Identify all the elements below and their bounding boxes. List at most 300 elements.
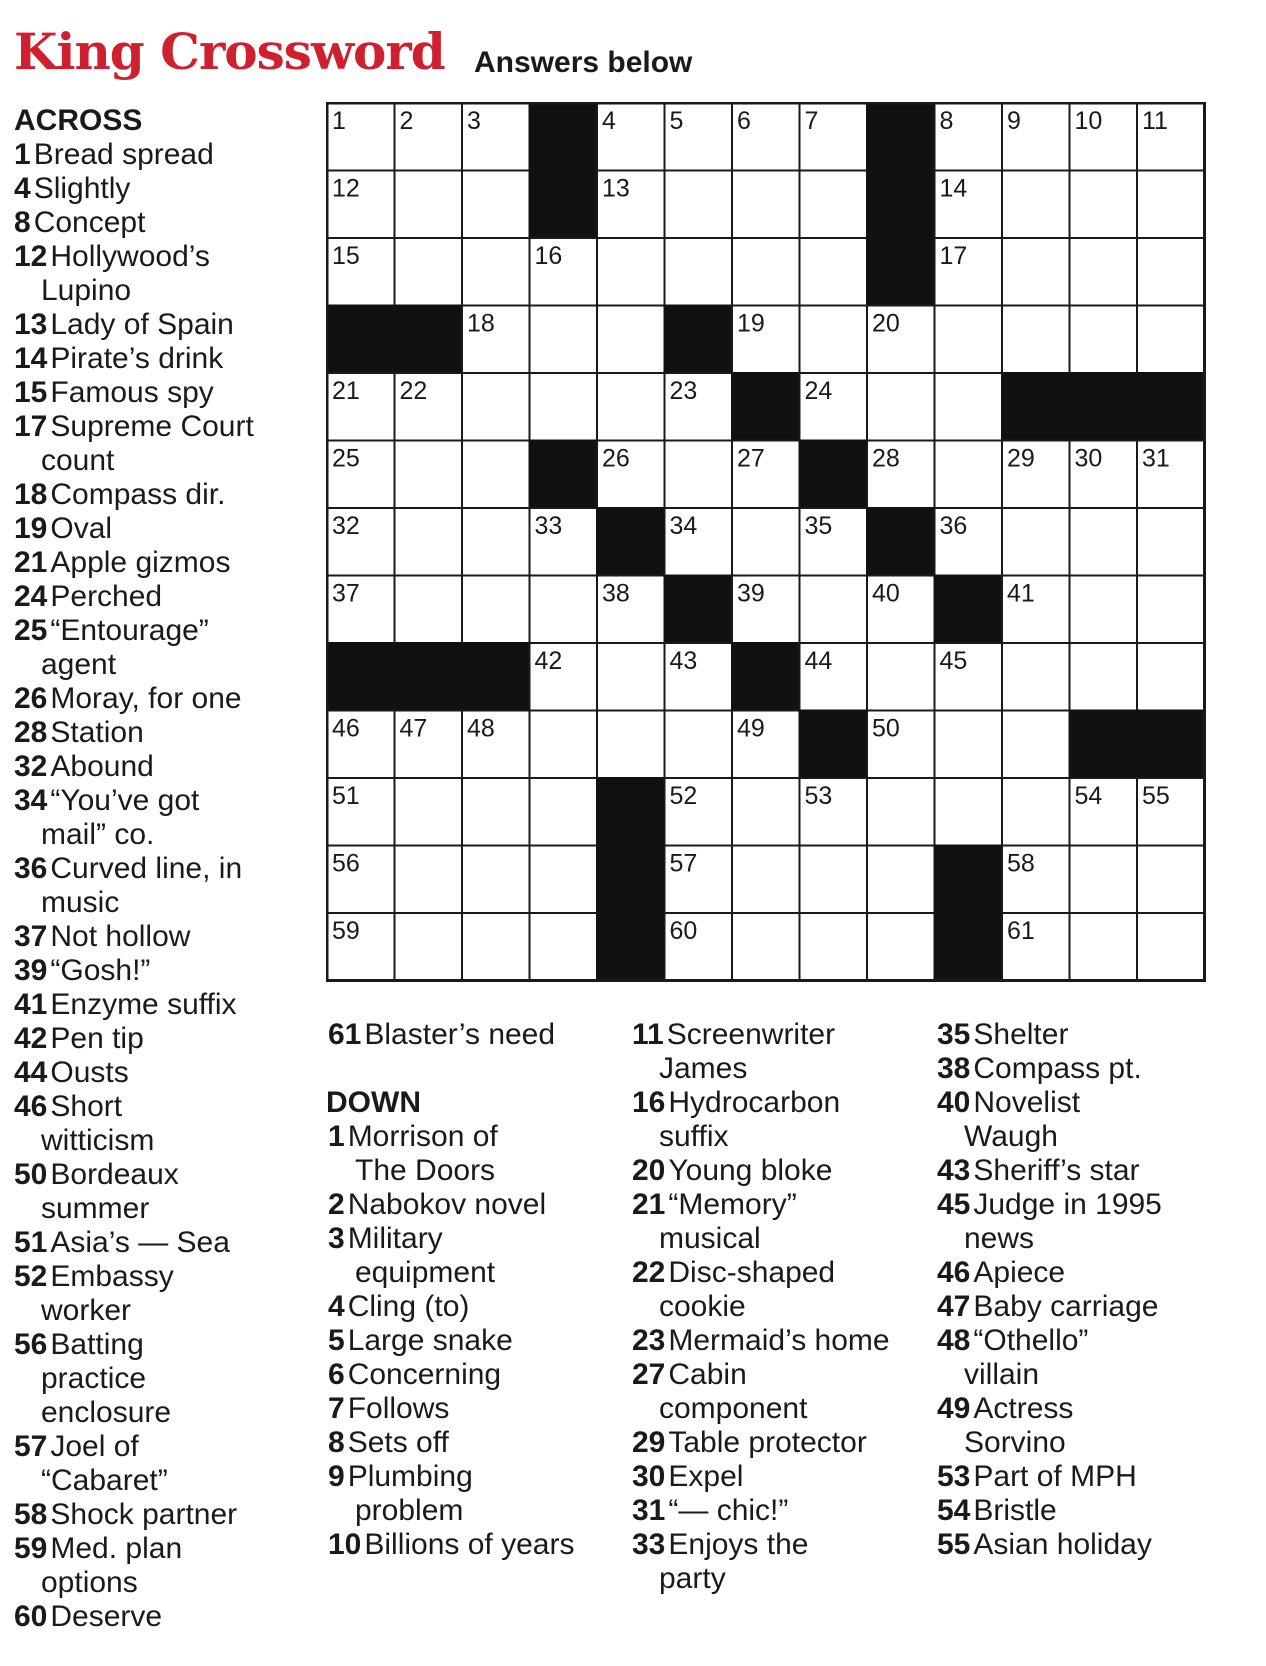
grid-cell[interactable] (395, 441, 463, 509)
grid-cell[interactable] (462, 913, 530, 981)
clue-number: 4 (328, 1290, 345, 1323)
across-clue-36 (14, 852, 304, 920)
clue-number: 24 (14, 580, 48, 613)
clue-number: 10 (328, 1528, 362, 1561)
across-clue-19 (14, 512, 304, 546)
cell-number: 52 (669, 782, 698, 810)
across-clue-32 (14, 750, 304, 784)
across-clue-59 (14, 1532, 304, 1600)
clue-text: Oval (50, 512, 113, 545)
across-clue-4 (14, 172, 304, 206)
clue-text: Actress (973, 1392, 1074, 1425)
down-clue-20 (632, 1154, 937, 1188)
clue-number: 57 (14, 1430, 48, 1463)
cell-number: 21 (332, 377, 360, 405)
grid-block (462, 643, 530, 711)
grid-cell[interactable] (1070, 913, 1138, 981)
cell-number: 16 (534, 242, 563, 270)
clue-text: party (659, 1562, 726, 1595)
grid-cell[interactable] (597, 306, 665, 374)
down-clue-23 (632, 1324, 937, 1358)
clue-text: Expel (668, 1460, 744, 1493)
clue-text: Sorvino (964, 1426, 1066, 1459)
clue-number: 7 (328, 1392, 345, 1425)
clue-number: 16 (632, 1086, 666, 1119)
clue-text: practice (41, 1362, 147, 1395)
clue-text: Abound (50, 750, 154, 783)
grid-block (395, 306, 463, 374)
grid-cell[interactable] (1070, 238, 1138, 306)
down-clue-21 (632, 1188, 937, 1256)
cell-number: 39 (737, 579, 765, 608)
across-clue-18 (14, 478, 304, 512)
answers-note: Answers below (474, 46, 693, 79)
clue-number: 4 (14, 172, 31, 205)
grid-cell[interactable] (665, 441, 733, 509)
clue-number: 19 (14, 512, 48, 545)
clue-number: 51 (14, 1226, 48, 1259)
grid-cell[interactable] (800, 171, 868, 239)
grid-cell[interactable] (597, 643, 665, 711)
clue-text: “Gosh!” (50, 954, 151, 987)
clue-text: suffix (659, 1120, 729, 1153)
down-clue-54 (937, 1494, 1257, 1528)
grid-cell[interactable] (1137, 576, 1205, 644)
down-clue-11 (632, 1018, 937, 1086)
grid-cell[interactable] (1002, 508, 1070, 576)
grid-cell[interactable] (597, 238, 665, 306)
clue-text: equipment (355, 1256, 496, 1289)
grid-cell[interactable] (1070, 643, 1138, 711)
grid-cell[interactable] (395, 508, 463, 576)
clue-text: Mermaid’s home (668, 1324, 890, 1357)
grid-cell[interactable] (732, 778, 800, 846)
clue-number: 44 (14, 1056, 48, 1089)
clue-text: Nabokov novel (347, 1188, 547, 1221)
cell-number: 6 (737, 107, 751, 135)
grid-cell[interactable] (867, 778, 935, 846)
grid-cell[interactable] (395, 913, 463, 981)
clue-number: 46 (937, 1256, 971, 1289)
clue-text: Plumbing (347, 1460, 473, 1493)
clue-number: 22 (632, 1256, 666, 1289)
down-heading: DOWN (326, 1086, 421, 1119)
down-clue-1 (328, 1120, 628, 1188)
down-clue-3 (328, 1222, 628, 1290)
grid-cell[interactable] (1002, 778, 1070, 846)
cell-number: 29 (1007, 444, 1035, 473)
clue-number: 21 (632, 1188, 666, 1221)
down-clue-9 (328, 1460, 628, 1528)
grid-cell[interactable] (1137, 508, 1205, 576)
cell-number: 20 (872, 309, 900, 338)
grid-cell[interactable] (462, 171, 530, 239)
grid-cell[interactable] (935, 711, 1003, 779)
clue-text: James (659, 1052, 748, 1085)
clue-text: Compass dir. (50, 478, 226, 511)
clue-column-2 (328, 1018, 628, 1562)
grid-cell[interactable] (800, 306, 868, 374)
clue-number: 34 (14, 784, 48, 817)
clue-text: Sets off (347, 1426, 449, 1459)
down-clue-49 (937, 1392, 1257, 1460)
cell-number: 47 (399, 714, 428, 743)
clue-text: cookie (659, 1290, 746, 1323)
clue-number: 2 (328, 1188, 345, 1221)
grid-cell[interactable] (1137, 643, 1205, 711)
clue-number: 53 (937, 1460, 971, 1493)
down-clue-33 (632, 1528, 937, 1596)
clue-text: mail” co. (41, 818, 155, 851)
grid-cell[interactable] (935, 373, 1003, 441)
grid-cell[interactable] (1070, 846, 1138, 914)
clue-text: Sheriff’s star (973, 1154, 1140, 1187)
down-clue-27 (632, 1358, 937, 1426)
cell-number: 48 (467, 714, 495, 743)
clue-text: Deserve (50, 1600, 163, 1633)
grid-cell[interactable] (530, 711, 598, 779)
clue-text: Not hollow (50, 920, 191, 953)
grid-block (327, 643, 395, 711)
across-clue-8 (14, 206, 304, 240)
clue-text: Baby carriage (973, 1290, 1159, 1323)
grid-cell[interactable] (530, 778, 598, 846)
grid-cell[interactable] (732, 171, 800, 239)
grid-cell[interactable] (1137, 846, 1205, 914)
cell-number: 36 (939, 512, 968, 540)
clue-number: 35 (937, 1018, 971, 1051)
clue-number: 15 (14, 376, 48, 409)
grid-cell[interactable] (597, 373, 665, 441)
clue-text: “Cabaret” (41, 1464, 168, 1497)
grid-block (867, 103, 935, 171)
clue-number: 23 (632, 1324, 666, 1357)
grid-cell[interactable] (597, 711, 665, 779)
cell-number: 25 (332, 444, 360, 473)
cell-number: 15 (332, 242, 360, 270)
grid-cell[interactable] (935, 441, 1003, 509)
cell-number: 51 (332, 782, 360, 810)
across-clue-14 (14, 342, 304, 376)
clue-text: Embassy (50, 1260, 174, 1293)
down-clue-53 (937, 1460, 1257, 1494)
grid-cell[interactable] (1002, 643, 1070, 711)
clue-number: 52 (14, 1260, 48, 1293)
grid-cell[interactable] (1137, 913, 1205, 981)
clue-text: “Othello” (973, 1324, 1089, 1357)
grid-cell[interactable] (395, 171, 463, 239)
grid-block (597, 846, 665, 914)
clue-text: Billions of years (364, 1528, 575, 1561)
down-clue-16 (632, 1086, 937, 1154)
cell-number: 41 (1007, 579, 1035, 608)
across-clue-26 (14, 682, 304, 716)
clue-text: Compass pt. (973, 1052, 1142, 1085)
grid-cell[interactable] (395, 846, 463, 914)
cell-number: 3 (467, 107, 481, 135)
cell-number: 59 (332, 917, 360, 945)
grid-block (1070, 711, 1138, 779)
down-clue-47 (937, 1290, 1257, 1324)
clue-text: Lady of Spain (50, 308, 234, 341)
grid-cell[interactable] (530, 846, 598, 914)
cell-number: 61 (1007, 917, 1035, 945)
grid-cell[interactable] (1002, 711, 1070, 779)
down-clue-46 (937, 1256, 1257, 1290)
clue-number: 48 (937, 1324, 971, 1357)
clue-text: The Doors (355, 1154, 496, 1187)
clue-text: Screenwriter (666, 1018, 836, 1051)
clue-number: 32 (14, 750, 48, 783)
cell-number: 4 (602, 107, 616, 135)
grid-cell[interactable] (462, 238, 530, 306)
cell-number: 40 (872, 579, 900, 608)
clue-text: Shelter (973, 1018, 1069, 1051)
clue-number: 43 (937, 1154, 971, 1187)
clue-text: Hollywood’s (50, 240, 210, 273)
down-clue-7 (328, 1392, 628, 1426)
across-clue-61 (328, 1018, 628, 1052)
clue-text: Bread spread (33, 138, 214, 171)
grid-block (327, 306, 395, 374)
grid-cell[interactable] (732, 913, 800, 981)
grid-cell[interactable] (867, 846, 935, 914)
clue-number: 47 (937, 1290, 971, 1323)
down-clue-list-2 (632, 1018, 937, 1596)
clue-number: 49 (937, 1392, 971, 1425)
clue-text: Blaster’s need (364, 1018, 556, 1051)
down-clue-8 (328, 1426, 628, 1460)
clue-text: Concerning (347, 1358, 502, 1391)
grid-cell[interactable] (530, 373, 598, 441)
across-clue-56 (14, 1328, 304, 1430)
grid-block (1002, 373, 1070, 441)
grid-cell[interactable] (462, 576, 530, 644)
grid-cell[interactable] (867, 643, 935, 711)
clue-text: Follows (347, 1392, 450, 1425)
clue-number: 1 (14, 138, 31, 171)
grid-block (935, 846, 1003, 914)
down-clue-2 (328, 1188, 628, 1222)
grid-cell[interactable] (732, 508, 800, 576)
clue-text: enclosure (41, 1396, 172, 1429)
grid-cell[interactable] (935, 778, 1003, 846)
across-clue-37 (14, 920, 304, 954)
clue-number: 28 (14, 716, 48, 749)
clue-text: Batting (50, 1328, 144, 1361)
clue-text: options (41, 1566, 138, 1599)
clue-text: Enjoys the (668, 1528, 809, 1561)
clue-number: 29 (632, 1426, 666, 1459)
cell-number: 19 (737, 309, 765, 338)
grid-cell[interactable] (732, 238, 800, 306)
down-clue-35 (937, 1018, 1257, 1052)
clue-text: Hydrocarbon (668, 1086, 841, 1119)
grid-cell[interactable] (665, 711, 733, 779)
clue-number: 6 (328, 1358, 345, 1391)
clue-text: Supreme Court (50, 410, 254, 443)
grid-cell[interactable] (395, 778, 463, 846)
cell-number: 56 (332, 849, 360, 878)
grid-cell[interactable] (530, 306, 598, 374)
grid-cell[interactable] (462, 846, 530, 914)
grid-cell[interactable] (462, 373, 530, 441)
grid-cell[interactable] (462, 441, 530, 509)
grid-cell[interactable] (462, 778, 530, 846)
clue-text: summer (41, 1192, 150, 1225)
cell-number: 13 (602, 174, 630, 203)
grid-cell[interactable] (935, 306, 1003, 374)
cell-number: 8 (939, 107, 954, 135)
down-clue-4 (328, 1290, 628, 1324)
down-clue-list-1 (328, 1120, 628, 1562)
grid-cell[interactable] (462, 508, 530, 576)
clue-number: 59 (14, 1532, 48, 1565)
clue-number: 20 (632, 1154, 666, 1187)
grid-cell[interactable] (732, 846, 800, 914)
clue-number: 55 (937, 1528, 971, 1561)
clue-column-4 (937, 1018, 1257, 1562)
across-clue-15 (14, 376, 304, 410)
across-clue-1 (14, 138, 304, 172)
across-clue-52 (14, 1260, 304, 1328)
clue-text: musical (659, 1222, 761, 1255)
clue-number: 42 (14, 1022, 48, 1055)
cell-number: 28 (872, 444, 900, 473)
grid-cell[interactable] (1137, 171, 1205, 239)
grid-cell[interactable] (800, 913, 868, 981)
clue-text: agent (41, 648, 117, 681)
grid-cell[interactable] (1070, 576, 1138, 644)
grid-block (867, 508, 935, 576)
clue-text: worker (41, 1294, 132, 1327)
grid-block (530, 171, 598, 239)
clue-number: 46 (14, 1090, 48, 1123)
clue-number: 13 (14, 308, 48, 341)
grid-block (800, 441, 868, 509)
clue-text: Young bloke (668, 1154, 833, 1187)
cell-number: 12 (332, 174, 360, 203)
clue-number: 27 (632, 1358, 666, 1391)
cell-number: 9 (1007, 107, 1021, 135)
clue-number: 8 (14, 206, 31, 239)
clue-number: 50 (14, 1158, 48, 1191)
clue-text: Shock partner (50, 1498, 238, 1531)
clue-number: 39 (14, 954, 48, 987)
grid-cell[interactable] (1137, 238, 1205, 306)
grid-cell[interactable] (1070, 306, 1138, 374)
grid-cell[interactable] (800, 576, 868, 644)
clue-number: 41 (14, 988, 48, 1021)
clue-number: 38 (937, 1052, 971, 1085)
clue-text: witticism (41, 1124, 155, 1157)
clue-text: Morrison of (347, 1120, 498, 1153)
clue-number: 60 (14, 1600, 48, 1633)
grid-cell[interactable] (1070, 508, 1138, 576)
clue-column-3 (632, 1018, 937, 1596)
cell-number: 55 (1142, 782, 1170, 810)
clue-number: 37 (14, 920, 48, 953)
grid-cell[interactable] (530, 913, 598, 981)
down-clue-31 (632, 1494, 937, 1528)
across-clue-13 (14, 308, 304, 342)
cell-number: 23 (669, 377, 698, 405)
clue-number: 11 (632, 1018, 664, 1051)
clue-text: component (659, 1392, 808, 1425)
down-clue-48 (937, 1324, 1257, 1392)
grid-cell[interactable] (395, 576, 463, 644)
clue-text: Bristle (973, 1494, 1057, 1527)
grid-block (935, 576, 1003, 644)
clue-text: Station (50, 716, 144, 749)
down-clue-22 (632, 1256, 937, 1324)
clue-text: Ousts (50, 1056, 129, 1089)
grid-cell[interactable] (867, 913, 935, 981)
cell-number: 30 (1074, 444, 1103, 473)
cell-number: 33 (534, 512, 563, 540)
across-clue-51 (14, 1226, 304, 1260)
grid-block (597, 778, 665, 846)
grid-cell[interactable] (800, 238, 868, 306)
grid-block (597, 913, 665, 981)
grid-cell[interactable] (1002, 238, 1070, 306)
grid-cell[interactable] (867, 373, 935, 441)
grid-cell[interactable] (1002, 306, 1070, 374)
cell-number: 54 (1074, 782, 1103, 810)
down-clue-45 (937, 1188, 1257, 1256)
clue-number: 40 (937, 1086, 971, 1119)
cell-number: 58 (1007, 849, 1035, 878)
grid-cell[interactable] (395, 238, 463, 306)
across-clue-list (14, 138, 304, 1634)
grid-cell[interactable] (665, 238, 733, 306)
grid-cell[interactable] (665, 171, 733, 239)
clue-number: 61 (328, 1018, 362, 1051)
clue-text: “— chic!” (668, 1494, 789, 1527)
grid-cell[interactable] (800, 846, 868, 914)
cell-number: 27 (737, 444, 765, 473)
clue-text: Med. plan (50, 1532, 183, 1565)
clue-number: 45 (937, 1188, 971, 1221)
clue-text: Table protector (668, 1426, 867, 1459)
clue-text: Joel of (50, 1430, 139, 1463)
grid-block (665, 576, 733, 644)
clue-text: Novelist (973, 1086, 1081, 1119)
grid-cell[interactable] (1070, 171, 1138, 239)
cell-number: 57 (669, 849, 698, 878)
grid-cell[interactable] (530, 576, 598, 644)
clue-number: 36 (14, 852, 48, 885)
clue-text: Enzyme suffix (50, 988, 237, 1021)
clue-text: Perched (50, 580, 163, 613)
clue-number: 8 (328, 1426, 345, 1459)
down-clue-10 (328, 1528, 628, 1562)
clue-number: 1 (328, 1120, 345, 1153)
across-clue-46 (14, 1090, 304, 1158)
clue-text: Curved line, in (50, 852, 243, 885)
clue-text: count (41, 444, 115, 477)
cell-number: 5 (669, 107, 684, 135)
down-clue-38 (937, 1052, 1257, 1086)
grid-block (867, 171, 935, 239)
cell-number: 38 (602, 579, 630, 608)
grid-block (867, 238, 935, 306)
grid-cell[interactable] (1002, 171, 1070, 239)
clue-text: Pirate’s drink (50, 342, 224, 375)
clue-text: “You’ve got (50, 784, 200, 817)
clue-number: 3 (328, 1222, 345, 1255)
grid-cell[interactable] (1137, 306, 1205, 374)
